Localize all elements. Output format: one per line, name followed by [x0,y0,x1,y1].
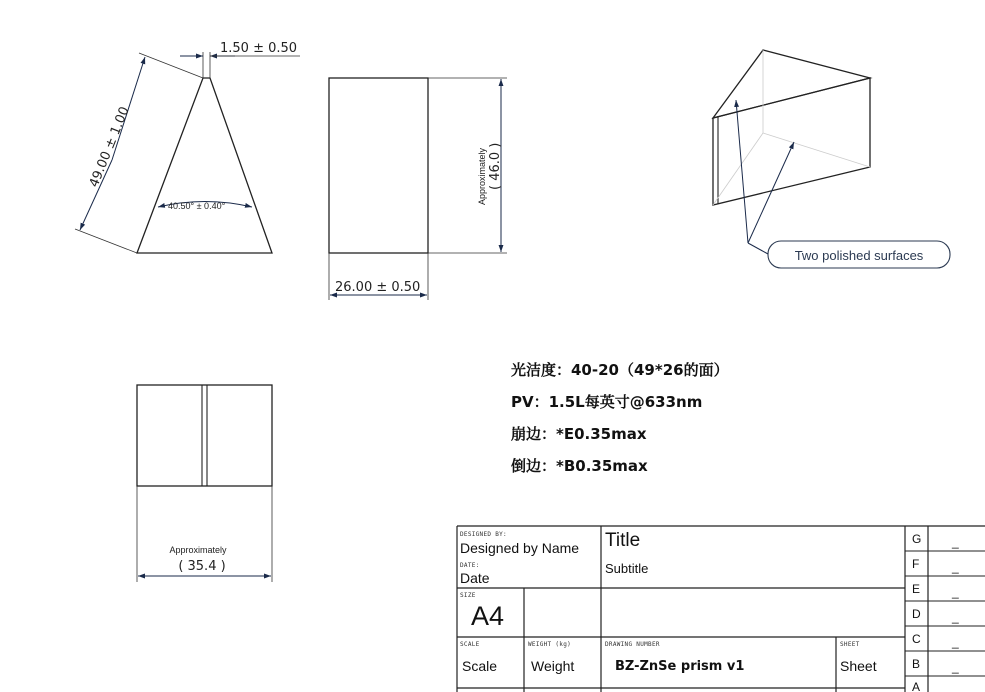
drawing-number-label: DRAWING NUMBER [605,641,660,648]
spec-notes [510,361,729,475]
side-dim: 49.00 ± 1.00 [86,104,133,190]
rev-letter: C [912,632,921,646]
height-note: Approximately [477,147,487,205]
rev-value: _ [952,660,959,674]
extension-line [75,229,137,253]
rev-value: _ [952,610,959,624]
side-rect [329,78,428,253]
rev-value: _ [952,635,959,649]
designed-by-label: DESIGNED BY: [460,531,507,538]
sheet-label: SHEET [840,641,860,648]
side-view [329,78,507,300]
rev-letter: B [912,657,921,671]
scale-value: Scale [462,658,498,674]
callout-leader [748,243,768,254]
title-block [457,526,985,692]
date-value: Date [460,570,490,586]
extension-line [139,53,203,78]
rev-letter: A [912,680,921,692]
sheet-value: Sheet [840,658,877,674]
size-label: SIZE [460,592,476,599]
rev-value: _ [952,585,959,599]
prism-triangle [137,78,272,253]
angle-dim: 40.50° ± 0.40° [168,201,226,211]
bottom-rect [137,385,272,486]
size-value: A4 [471,601,505,631]
rev-letter: E [912,582,921,596]
spec-line: 倒边：*B0.35max [511,457,648,475]
weight-label: WEIGHT (kg) [528,641,572,648]
weight-value: Weight [531,658,575,674]
scale-label: SCALE [460,641,480,648]
date-label: DATE: [460,562,480,569]
rev-letter: F [912,557,920,571]
iso-hidden-edge [763,133,870,167]
rev-letter: D [912,607,921,621]
rev-value: _ [952,535,959,549]
rev-letter: G [912,532,922,546]
bottom-dim: ( 35.4 ) [178,559,226,574]
designed-by-value: Designed by Name [460,540,580,556]
spec-line: 光洁度：40-20（49*26的面） [511,361,729,379]
iso-front-face [713,78,870,205]
front-view [75,41,300,253]
spec-line: 崩边：*E0.35max [511,425,647,443]
spec-line: PV：1.5L每英寸@633nm [511,393,703,411]
thickness-dim: 1.50 ± 0.50 [220,41,298,56]
callout-leader [748,142,794,243]
title: Title [605,530,641,551]
callout-leader [736,100,748,243]
iso-view [713,50,950,268]
subtitle: Subtitle [605,561,649,576]
drawing-number-value: BZ-ZnSe prism v1 [615,659,745,674]
bottom-view [137,385,272,582]
rev-value: _ [952,560,959,574]
callout-label: Two polished surfaces [794,248,924,263]
height-dim: ( 46.0 ) [488,142,503,190]
bottom-note: Approximately [169,545,227,555]
width-dim: 26.00 ± 0.50 [335,280,421,295]
